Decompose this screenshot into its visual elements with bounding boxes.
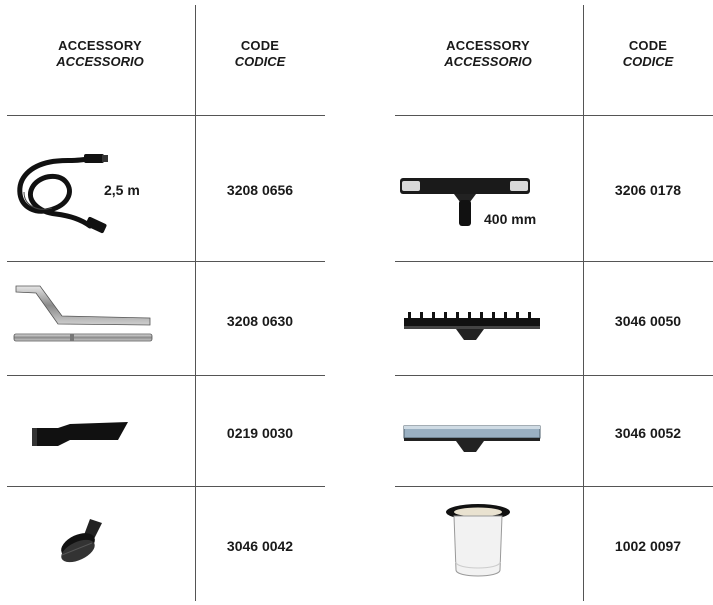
header-code-en: CODE: [628, 38, 668, 53]
header-code-it: CODICE: [234, 54, 286, 69]
row-divider: [7, 261, 325, 262]
header-code-it: CODICE: [622, 54, 674, 69]
hose-length-label: 2,5 m: [104, 182, 140, 198]
header-code-en: CODE: [240, 38, 280, 53]
row-divider: [395, 375, 713, 376]
code-value: 1002 0097: [614, 538, 682, 554]
column-divider: [195, 5, 196, 601]
code-value: 3046 0052: [614, 425, 682, 441]
code-value: 3208 0630: [226, 313, 294, 329]
header-accessory-left: [30, 38, 170, 70]
code-value: 3206 0178: [614, 182, 682, 198]
brush-squeegee-icon: [400, 308, 545, 348]
code-value: 3208 0656: [226, 182, 294, 198]
code-value: 0219 0030: [226, 425, 294, 441]
rubber-squeegee-icon: [400, 418, 545, 460]
header-accessory-en: ACCESSORY: [58, 38, 142, 53]
code-value: 3046 0050: [614, 313, 682, 329]
row-divider: [7, 375, 325, 376]
header-accessory-it: ACCESSORIO: [444, 54, 532, 69]
header-accessory-right: [418, 38, 558, 70]
cartridge-filter-icon: [442, 502, 514, 580]
column-divider: [583, 5, 584, 601]
extension-tubes-icon: [10, 282, 155, 348]
code-value: 3046 0042: [226, 538, 294, 554]
header-code-left: [200, 38, 320, 70]
row-divider: [395, 115, 713, 116]
crevice-nozzle-icon: [30, 418, 130, 452]
header-code-right: [588, 38, 708, 70]
hose-icon: [10, 148, 110, 238]
row-divider: [395, 261, 713, 262]
header-accessory-en: ACCESSORY: [446, 38, 530, 53]
row-divider: [7, 486, 325, 487]
round-brush-icon: [56, 515, 108, 567]
row-divider: [395, 486, 713, 487]
header-accessory-it: ACCESSORIO: [56, 54, 144, 69]
row-divider: [7, 115, 325, 116]
floor-tool-width-label: 400 mm: [484, 211, 537, 227]
